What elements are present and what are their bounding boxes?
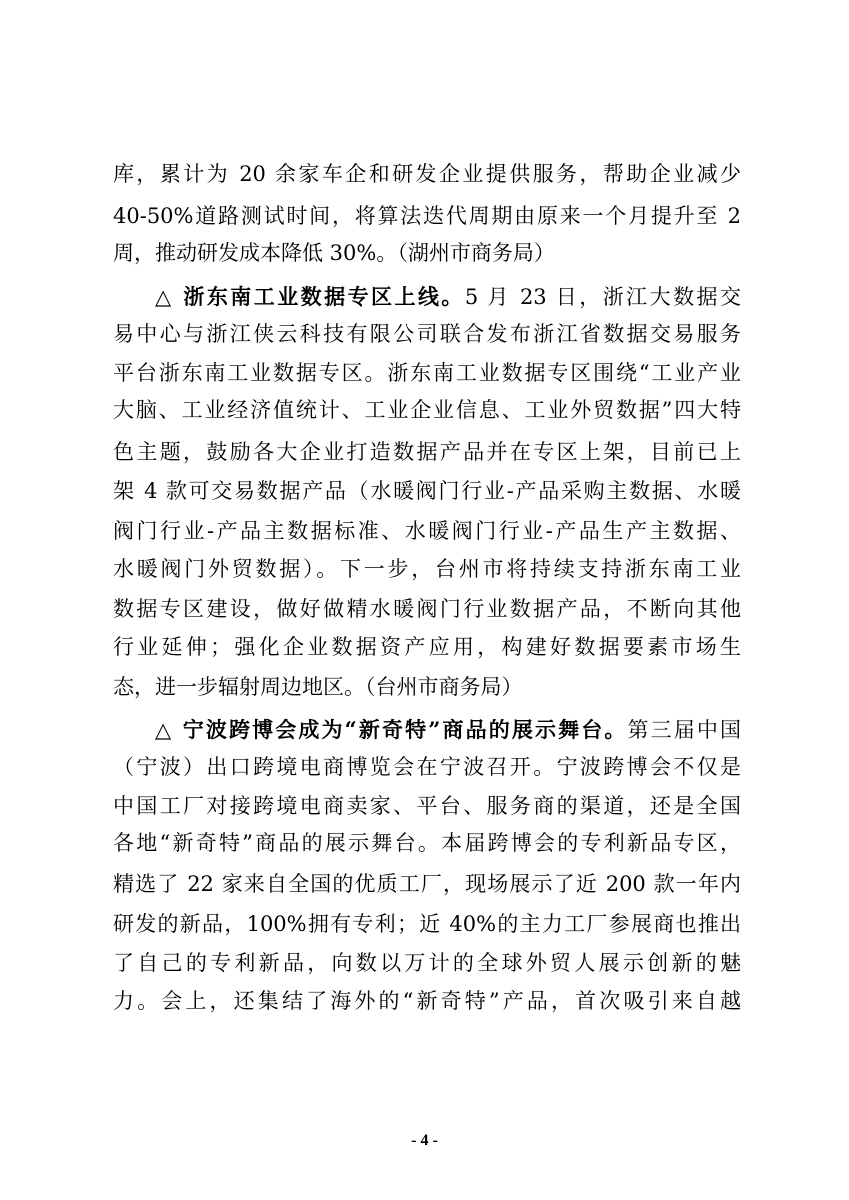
text-line: 态，进一步辐射周边地区。（台州市商务局） — [113, 675, 523, 699]
paragraph-heading: △ 宁波跨博会成为“新奇特”商品的展示舞台。 — [155, 717, 628, 742]
text-line: 精选了 22 家来自全国的优质工厂，现场展示了近 200 款一年内 — [113, 872, 741, 896]
text-line: 易中心与浙江侠云科技有限公司联合发布浙江省数据交易服务 — [113, 322, 741, 346]
text-line: （宁波）出口跨境电商博览会在宁波召开。宁波跨博会不仅是 — [113, 755, 741, 779]
text-line: 研发的新品，100%拥有专利；近 40%的主力工厂参展商也推出 — [113, 912, 741, 936]
text-line: 库，累计为 20 余家车企和研发企业提供服务，帮助企业减少 — [113, 162, 741, 186]
text-line: 力。会上，还集结了海外的“新奇特”产品，首次吸引来自越 — [113, 989, 741, 1013]
text-line: 行业延伸；强化企业数据资产应用，构建好数据要素市场生 — [113, 635, 741, 659]
text-line — [155, 713, 741, 747]
page-number: - 4 - — [411, 1132, 438, 1149]
text-line: 色主题，鼓励各大企业打造数据产品并在专区上架，目前已上 — [113, 440, 741, 464]
text-line: 40-50%道路测试时间，将算法迭代周期由原来一个月提升至 2 — [113, 204, 741, 228]
paragraph-heading: △ 浙东南工业数据专区上线。 — [155, 284, 465, 309]
text-segment: 5 月 23 日，浙江大数据交 — [464, 285, 741, 309]
text-line: 架 4 款可交易数据产品（水暖阀门行业-产品采购主数据、水暖 — [113, 479, 741, 503]
text-line: 中国工厂对接跨境电商卖家、平台、服务商的渠道，还是全国 — [113, 794, 741, 818]
text-line: 了自己的专利新品，向数以万计的全球外贸人展示创新的魅 — [113, 951, 741, 975]
text-line: 阀门行业-产品主数据标准、水暖阀门行业-产品生产主数据、 — [113, 519, 741, 543]
text-segment: 第三届中国 — [627, 718, 742, 742]
text-line: 各地“新奇特”商品的展示舞台。本届跨博会的专利新品专区， — [113, 831, 741, 855]
text-line — [155, 280, 741, 314]
text-line: 水暖阀门外贸数据）。下一步，台州市将持续支持浙东南工业 — [113, 557, 741, 581]
text-line: 数据专区建设，做好做精水暖阀门行业数据产品，不断向其他 — [113, 597, 741, 621]
text-line: 周，推动研发成本降低 30%。（湖州市商务局） — [113, 241, 555, 265]
text-line: 平台浙东南工业数据专区。浙东南工业数据专区围绕“工业产业 — [113, 361, 741, 385]
text-line: 大脑、工业经济值统计、工业企业信息、工业外贸数据”四大特 — [113, 398, 741, 422]
